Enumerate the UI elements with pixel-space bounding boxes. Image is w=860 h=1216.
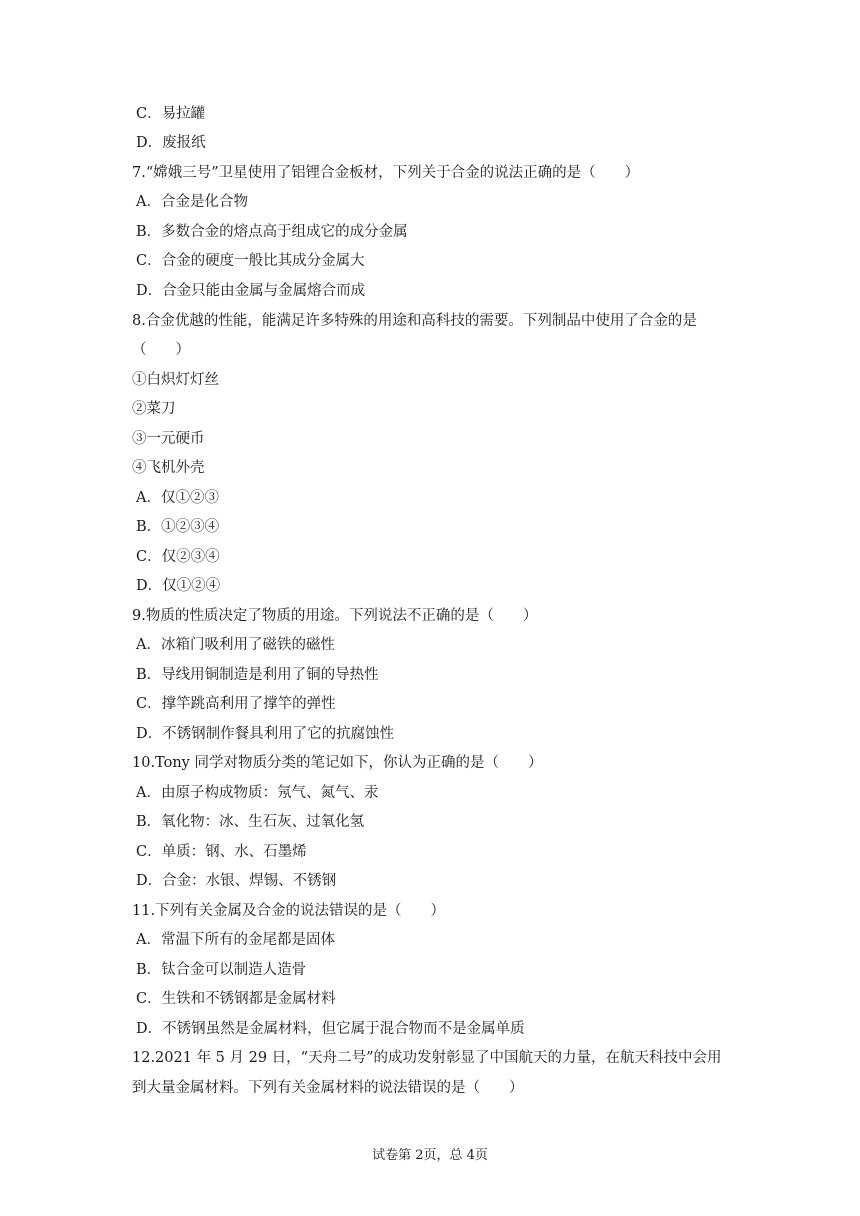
q10-stem: 10.Tony 同学对物质分类的笔记如下，你认为正确的是（ ） [132, 755, 543, 771]
q8-item-4: ④飞机外壳 [132, 460, 205, 476]
q10-option-a: A．由原子构成物质：氖气、氮气、汞 [136, 785, 379, 801]
q8-stem: 8.合金优越的性能，能满足许多特殊的用途和高科技的需要。下列制品中使用了合金的是 [132, 313, 697, 329]
q11-option-d: D．不锈钢虽然是金属材料，但它属于混合物而不是金属单质 [136, 1021, 525, 1037]
q10-option-d: D．合金：水银、焊锡、不锈钢 [136, 873, 337, 889]
q8-option-b: B．①②③④ [136, 519, 220, 535]
q8-option-a: A．仅①②③ [136, 490, 219, 506]
q6-option-d: D．废报纸 [136, 135, 206, 151]
q7-stem: 7.“嫦娥三号”卫星使用了铝锂合金板材，下列关于合金的说法正确的是（ ） [132, 165, 640, 181]
q11-option-a: A．常温下所有的金尾都是固体 [136, 932, 335, 948]
q9-stem: 9.物质的性质决定了物质的用途。下列说法不正确的是（ ） [132, 608, 538, 624]
q8-option-c: C．仅②③④ [136, 549, 220, 565]
q12-stem-continued: 到大量金属材料。下列有关金属材料的说法错误的是（ ） [132, 1080, 524, 1096]
q6-option-c: C．易拉罐 [136, 106, 206, 122]
q11-option-b: B．钛合金可以制造人造骨 [136, 962, 307, 978]
q9-option-b: B．导线用铜制造是利用了铜的导热性 [136, 667, 379, 683]
q8-item-3: ③一元硬币 [132, 431, 205, 447]
q7-option-a: A．合金是化合物 [136, 194, 248, 210]
q7-option-c: C．合金的硬度一般比其成分金属大 [136, 253, 365, 269]
q8-option-d: D．仅①②④ [136, 578, 221, 594]
q10-option-b: B．氧化物：冰、生石灰、过氧化氢 [136, 814, 365, 830]
q12-stem: 12.2021 年 5 月 29 日，“天舟二号”的成功发射彰显了中国航天的力量，在航天科技中会用 [132, 1050, 722, 1066]
q9-option-d: D．不锈钢制作餐具利用了它的抗腐蚀性 [136, 726, 395, 742]
q7-option-d: D．合金只能由金属与金属熔合而成 [136, 283, 366, 299]
q11-option-c: C．生铁和不锈钢都是金属材料 [136, 991, 336, 1007]
q8-stem-continued: （ ） [132, 342, 190, 358]
q7-option-b: B．多数合金的熔点高于组成它的成分金属 [136, 224, 408, 240]
q8-item-1: ①白炽灯灯丝 [132, 372, 219, 388]
page-footer: 试卷第 2页，总 4页 [372, 1148, 488, 1163]
q10-option-c: C．单质：钢、水、石墨烯 [136, 844, 307, 860]
q8-item-2: ②菜刀 [132, 401, 176, 417]
q9-option-a: A．冰箱门吸利用了磁铁的磁性 [136, 637, 335, 653]
q9-option-c: C．撑竿跳高利用了撑竿的弹性 [136, 696, 336, 712]
q11-stem: 11.下列有关金属及合金的说法错误的是（ ） [132, 903, 446, 919]
